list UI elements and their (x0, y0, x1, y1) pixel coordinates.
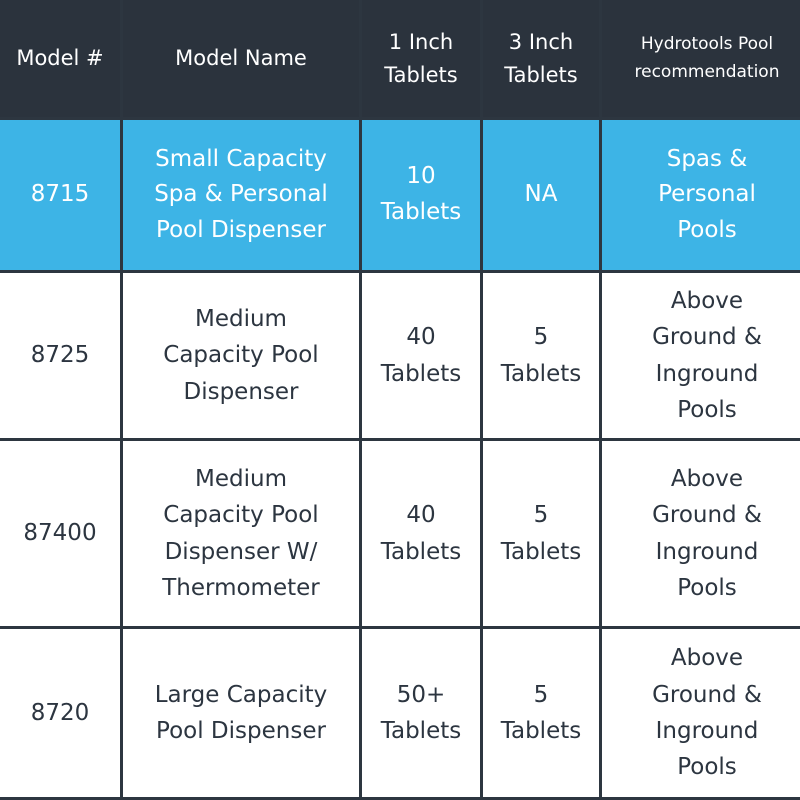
recommendation-line: Pools (677, 754, 737, 781)
recommendation-line: Spas & (666, 145, 748, 172)
header-line: recommendation (634, 61, 780, 82)
model-name-line: Spa & Personal (154, 181, 328, 208)
model-number: 8720 (30, 699, 90, 726)
recommendation-line: Above (670, 645, 744, 672)
header-line: Hydrotools Pool (640, 34, 774, 55)
three-inch-line: Tablets (500, 718, 582, 744)
cell-one-inch (362, 629, 480, 797)
cell-recommendation (602, 273, 800, 438)
cell-recommendation (602, 441, 800, 626)
cell-model-number (0, 441, 120, 626)
one-inch-line: 40 (406, 324, 436, 351)
model-name-line: Pool Dispenser (156, 216, 326, 243)
recommendation-line: Ground & (652, 681, 762, 708)
recommendation-line: Ground & (652, 324, 762, 351)
header-line: Model Name (175, 46, 307, 71)
recommendation-line: Pools (677, 396, 737, 423)
model-name-line: Pool Dispenser (156, 718, 326, 744)
three-inch-line: NA (524, 181, 558, 208)
three-inch-line: Tablets (500, 538, 582, 565)
one-inch-line: Tablets (380, 718, 462, 744)
header-line: Model # (16, 46, 104, 71)
three-inch-line: 5 (533, 502, 549, 529)
cell-model-name (123, 629, 359, 797)
three-inch-line: Tablets (500, 360, 582, 387)
one-inch-line: Tablets (380, 538, 462, 565)
recommendation-line: Ground & (652, 502, 762, 529)
model-name-line: Capacity Pool (163, 502, 319, 529)
model-name-line: Capacity Pool (163, 342, 319, 369)
cell-model-name (123, 273, 359, 438)
recommendation-line: Above (670, 287, 744, 314)
model-name-line: Medium (195, 465, 287, 492)
model-name-line: Large Capacity (154, 681, 328, 708)
cell-model-number (0, 273, 120, 438)
model-number: 87400 (23, 520, 97, 547)
cell-model-number (0, 629, 120, 797)
cell-recommendation (602, 120, 800, 270)
cell-one-inch (362, 441, 480, 626)
recommendation-line: Inground (655, 538, 759, 565)
recommendation-line: Pools (677, 574, 737, 601)
cell-model-name (123, 441, 359, 626)
cell-model-name (123, 120, 359, 270)
three-inch-line: 5 (533, 324, 549, 351)
header-line: Tablets (504, 62, 578, 87)
header-recommendation (602, 0, 800, 117)
model-name-line: Small Capacity (155, 145, 327, 172)
header-line: Tablets (384, 62, 458, 87)
recommendation-line: Inground (655, 360, 759, 387)
cell-model-number (0, 120, 120, 270)
one-inch-line: 50+ (396, 681, 446, 708)
recommendation-line: Inground (655, 718, 759, 744)
cell-recommendation (602, 629, 800, 797)
one-inch-line: Tablets (380, 199, 462, 225)
one-inch-line: 10 (406, 163, 436, 190)
model-name-line: Dispenser W/ (164, 538, 318, 565)
cell-one-inch (362, 273, 480, 438)
cell-three-inch (483, 629, 599, 797)
model-name-line: Dispenser (183, 378, 299, 405)
recommendation-line: Pools (677, 216, 737, 243)
three-inch-line: 5 (533, 681, 549, 708)
header-one-inch-tablets (362, 0, 480, 117)
model-number: 8715 (30, 181, 90, 208)
header-three-inch-tablets (483, 0, 599, 117)
header-model-name (123, 0, 359, 117)
model-name-line: Thermometer (162, 574, 320, 601)
cell-three-inch (483, 441, 599, 626)
cell-three-inch (483, 273, 599, 438)
header-model-number (0, 0, 120, 117)
cell-one-inch (362, 120, 480, 270)
header-line: 3 Inch (508, 29, 574, 54)
one-inch-line: Tablets (380, 360, 462, 387)
recommendation-line: Above (670, 465, 744, 492)
model-number: 8725 (30, 342, 90, 369)
header-line: 1 Inch (388, 29, 454, 54)
one-inch-line: 40 (406, 502, 436, 529)
cell-three-inch (483, 120, 599, 270)
model-name-line: Medium (195, 306, 287, 332)
recommendation-line: Personal (658, 181, 756, 208)
